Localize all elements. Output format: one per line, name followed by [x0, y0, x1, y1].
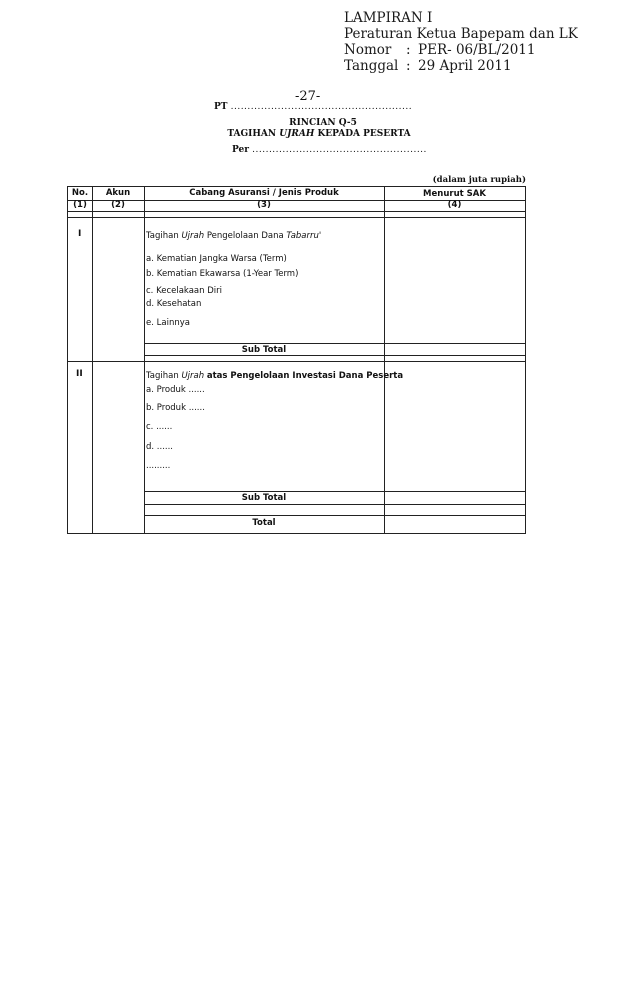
- section-1-item: b. Kematian Ekawarsa (1-Year Term): [146, 269, 299, 279]
- tanggal-separator: :: [406, 58, 411, 74]
- section-1-item: e. Lainnya: [146, 318, 190, 328]
- per-label: Per: [232, 145, 249, 155]
- section-2-item: c. ......: [146, 422, 173, 432]
- section-2-item: d. ......: [146, 442, 174, 452]
- form-code: RINCIAN Q-5: [289, 118, 357, 128]
- rincian-table: [67, 186, 526, 534]
- subtotal-2-bottom-line: [144, 504, 525, 505]
- tanggal-value: 29 April 2011: [418, 58, 512, 74]
- subtotal-1-label: Sub Total: [241, 345, 287, 355]
- tanggal-row: [344, 58, 578, 74]
- subtotal-2-top-line: [144, 491, 525, 492]
- section-2-heading-suffix: atas Pengelolaan Investasi Dana Peserta: [206, 371, 404, 381]
- section-2-item: b. Produk ......: [146, 403, 205, 413]
- subtotal-1-top-line: [144, 343, 525, 344]
- form-title: [0, 129, 638, 139]
- section-1-heading: [146, 231, 321, 241]
- form-title-ujrah: UJRAH: [279, 129, 315, 139]
- company-dots: ......................................................: [230, 102, 413, 112]
- nomor-separator: :: [406, 42, 411, 58]
- colnum-3: (3): [257, 200, 271, 210]
- col-divider-3: [384, 187, 385, 533]
- lampiran-title: LAMPIRAN I: [344, 10, 433, 26]
- section-2-start-line: [68, 361, 525, 362]
- header-menurut-sak: Menurut SAK: [423, 189, 486, 199]
- header-cabang: Cabang Asuransi / Jenis Produk: [189, 188, 339, 198]
- section-2-heading-prefix: Tagihan: [146, 371, 179, 381]
- header-no: No.: [71, 188, 89, 198]
- regulation-name: Peraturan Ketua Bapepam dan LK: [344, 26, 578, 42]
- section-1-item: d. Kesehatan: [146, 299, 202, 309]
- col-divider-1: [92, 187, 93, 533]
- section-2-item: a. Produk ......: [146, 385, 205, 395]
- header-akun: Akun: [105, 188, 131, 198]
- form-title-prefix: TAGIHAN: [227, 129, 277, 139]
- nomor-value: PER- 06/BL/2011: [418, 42, 536, 58]
- section-1-heading-prefix: Tagihan: [146, 231, 179, 241]
- nomor-row: [344, 42, 578, 58]
- page-number: -27-: [295, 89, 321, 104]
- section-1-heading-ujrah: Ujrah: [181, 231, 205, 241]
- unit-note: (dalam juta rupiah): [432, 175, 526, 185]
- total-top-line: [144, 515, 525, 516]
- section-2-heading: [146, 371, 403, 381]
- section-2-heading-ujrah: Ujrah: [181, 371, 205, 381]
- per-dots: ....................................................: [252, 145, 427, 155]
- colnum-4: (4): [447, 200, 462, 210]
- nomor-label: Nomor: [344, 42, 392, 58]
- colnum-divider: [68, 211, 525, 212]
- subtotal-1-bottom-line: [144, 355, 525, 356]
- section-1-heading-mid: Pengelolaan Dana: [206, 231, 284, 241]
- lampiran-header: [344, 10, 578, 74]
- section-1-number: I: [78, 229, 82, 239]
- colnum-2: (2): [111, 200, 125, 210]
- col-divider-2: [144, 187, 145, 533]
- section-2-item: .........: [146, 461, 171, 471]
- section-1-heading-tabarru: Tabarru': [286, 231, 322, 241]
- colnum-1: (1): [73, 200, 87, 210]
- section-start-line: [68, 217, 525, 218]
- section-1-item: c. Kecelakaan Diri: [146, 286, 222, 296]
- per-line: [232, 145, 427, 155]
- subtotal-2-label: Sub Total: [241, 493, 287, 503]
- company-line: [214, 102, 412, 112]
- company-label: PT: [214, 102, 228, 112]
- tanggal-label: Tanggal: [344, 58, 399, 74]
- section-1-item: a. Kematian Jangka Warsa (Term): [146, 254, 287, 264]
- form-title-suffix: KEPADA PESERTA: [317, 129, 411, 139]
- total-label: Total: [252, 518, 276, 528]
- section-2-number: II: [76, 369, 83, 379]
